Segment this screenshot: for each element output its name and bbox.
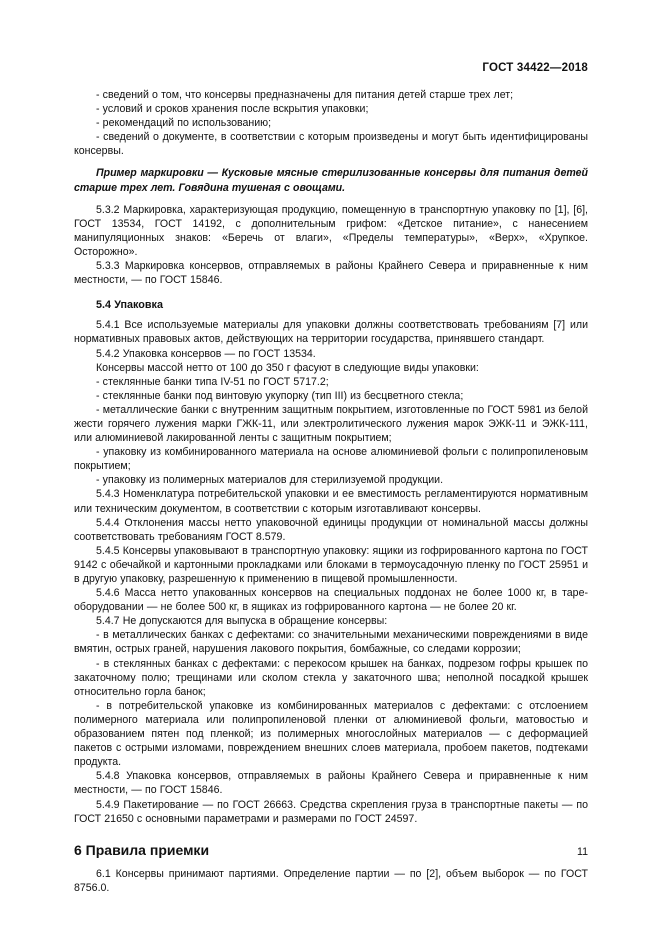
paragraph-5-3-2: 5.3.2 Маркировка, характеризующая продукцию, помещенную в транспортную упаковку по [1], [6], ГОСТ 13534, ГОСТ 14192, с дополнительным грифом: «Детское питание», с нанесением манипуляционных знаков: «Беречь от влаги», «Пределы температуры», «Верх», «Хрупкое. Осторожно». — [74, 203, 588, 258]
list-item: - условий и сроков хранения после вскрытия упаковки; — [96, 103, 369, 116]
list-item: - стеклянные банки типа IV-51 по ГОСТ 5717.2; — [96, 375, 329, 388]
paragraph-5-3-3: 5.3.3 Маркировка консервов, отправляемых в районы Крайнего Севера и приравненные к ним местности, — по ГОСТ 15846. — [74, 260, 588, 287]
document-header-id: ГОСТ 34422—2018 — [482, 62, 588, 74]
list-item: - рекомендаций по использованию; — [96, 117, 272, 130]
list-item: - сведений о документе, в соответствии с которым произведены и могут быть идентифицированы консервы. — [74, 131, 588, 158]
paragraph-5-4-6: 5.4.6 Масса нетто упакованных консервов на специальных поддонах не более 1000 кг, в таре-оборудовании — не более 500 кг, в ящиках из гофрированного картона — не более 20 кг. — [74, 587, 588, 614]
list-item: - в потребительской упаковке из комбинированных материалов с дефектами: с отслоением полимерного материала или полипропиленовой пленки от алюминиевой фольги, матовостью и образованием пятен под пленкой; из полимерных многослойных материалов — с деформацией пакетов с острыми изломами, повреждением внешних слоев материала, пробоем пакетов, подтеками продукта. — [74, 699, 588, 769]
page-number: 11 — [577, 846, 588, 858]
chapter-heading-6: 6 Правила приемки — [74, 841, 210, 858]
paragraph-5-4-5: 5.4.5 Консервы упаковывают в транспортную упаковку: ящики из гофрированного картона по ГОСТ 9142 с обечайкой и картонными прокладками или блоками в термоусадочную пленку по ГОСТ 25951 и в другую упаковку, разрешенную к применению в пищевой промышленности. — [74, 544, 588, 585]
marking-example: Пример маркировки — Кусковые мясные стерилизованные консервы для питания детей старше трех лет. Говядина тушеная с овощами. — [74, 167, 588, 194]
paragraph-5-4-2: 5.4.2 Упаковка консервов — по ГОСТ 13534. — [96, 347, 316, 360]
section-heading-5-4: 5.4 Упаковка — [96, 299, 163, 312]
list-item: - сведений о том, что консервы предназначены для питания детей старше трех лет; — [96, 89, 514, 101]
list-item: - металлические банки с внутренним защитным покрытием, изготовленные по ГОСТ 5981 из белой жести горячего лужения марки ГЖК-11, или электролитического лужения марок ЭЖК-11 и ЭЖК-111, или алюминиевой лакированной ленты с защитным покрытием; — [74, 403, 588, 445]
paragraph-5-4-2-b: Консервы массой нетто от 100 до 350 г фасуют в следующие виды упаковки: — [96, 361, 479, 374]
list-item: - упаковку из полимерных материалов для стерилизуемой продукции. — [96, 474, 444, 487]
paragraph-5-4-3: 5.4.3 Номенклатура потребительской упаковки и ее вместимость регламентируются нормативным или техническим документом, в соответствии с которым изготавливают консервы. — [74, 488, 588, 515]
list-item: - упаковку из комбинированного материала на основе алюминиевой фольги с полипропиленовым покрытием; — [74, 446, 588, 473]
list-item: - стеклянные банки под винтовую укупорку (тип III) из бесцветного стекла; — [96, 389, 464, 402]
list-item: - в металлических банках с дефектами: со значительными механическими повреждениями в виде вмятин, острых граней, нарушения лакового покрытия, бомбажные, со следами коррозии; — [74, 629, 588, 656]
paragraph-6-1: 6.1 Консервы принимают партиями. Определение партии — по [2], объем выборок — по ГОСТ 8756.0. — [74, 867, 588, 894]
paragraph-5-4-1: 5.4.1 Все используемые материалы для упаковки должны соответствовать требованиям [7] или нормативных правовых актов, действующих на территории государства, принявшего стандарт. — [74, 319, 588, 346]
paragraph-5-4-8: 5.4.8 Упаковка консервов, отправляемых в районы Крайнего Севера и приравненные к ним местности, — по ГОСТ 15846. — [74, 770, 588, 797]
paragraph-5-4-9: 5.4.9 Пакетирование — по ГОСТ 26663. Средства скрепления груза в транспортные пакеты — по ГОСТ 21650 с основными параметрами и размерами по ГОСТ 24597. — [74, 798, 588, 825]
paragraph-5-4-7: 5.4.7 Не допускаются для выпуска в обращение консервы: — [96, 615, 388, 628]
list-item: - в стеклянных банках с дефектами: с перекосом крышек на банках, подрезом гофры крышек по закаточному полю; трещинами или сколом стекла у закаточного шва; неполной посадкой крышек относительно горла банок; — [74, 657, 588, 698]
page-body — [74, 88, 588, 895]
paragraph-5-4-4: 5.4.4 Отклонения массы нетто упаковочной единицы продукции от номинальной массы должны соответствовать требованиям ГОСТ 8.579. — [74, 516, 588, 543]
